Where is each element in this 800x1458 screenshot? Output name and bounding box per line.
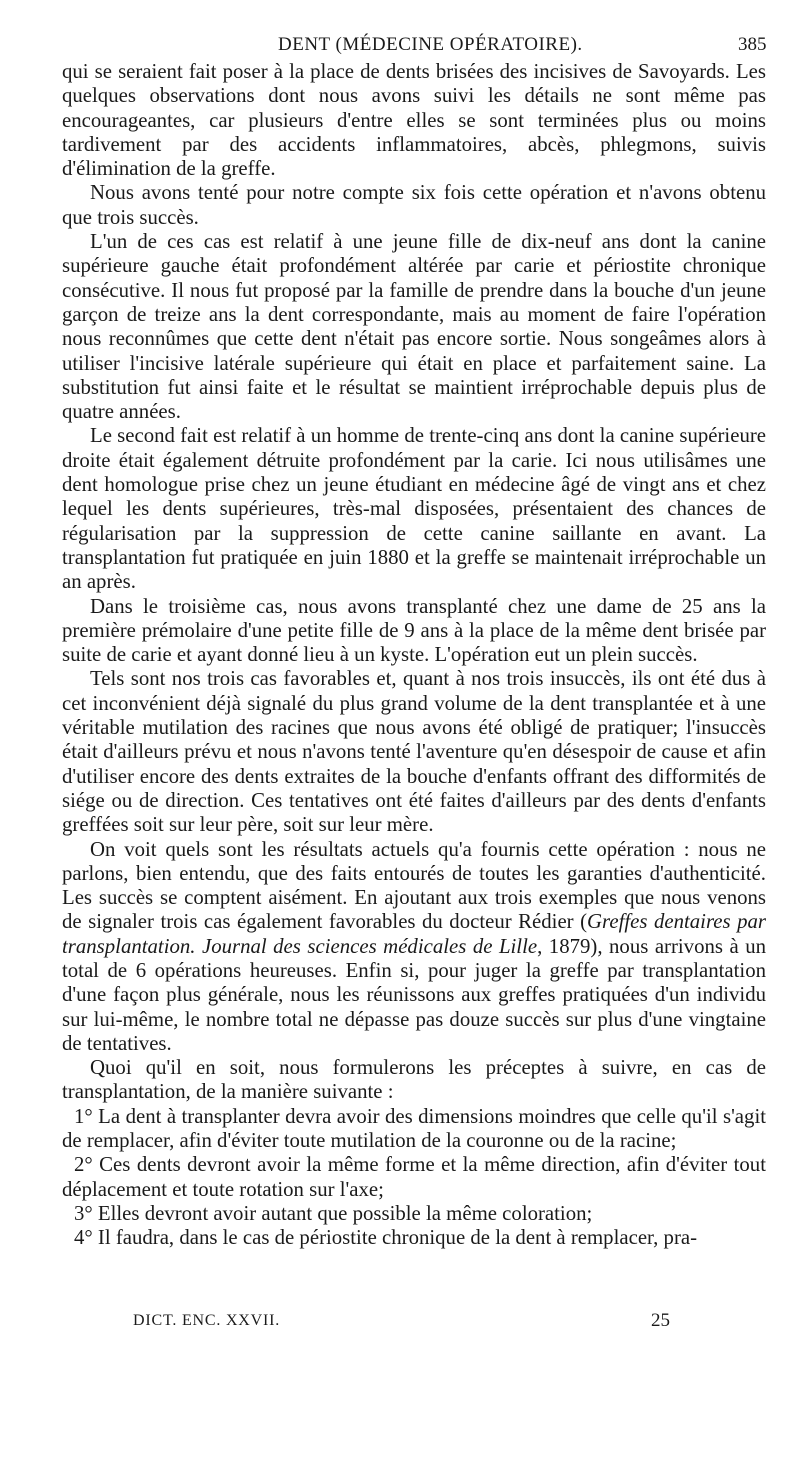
paragraph-text: Dans le troisième cas, nous avons transplanté chez une dame de 25 ans la première prémolaire d'une petite fille de 9 ans à la place de la même dent brisée par suite de carie et ayant donné lieu à un kyste. L'opération eut un plein succès. [62, 594, 766, 667]
page-header [0, 26, 800, 56]
paragraph-text: Nous avons tenté pour notre compte six fois cette opération et n'avons obtenu que trois succès. [62, 181, 766, 229]
paragraph-text: Tels sont nos trois cas favorables et, quant à nos trois insuccès, ils ont été dus à cet inconvénient déjà signalé du plus grand volume de la dent transplantée et à une véritable mutilation des racines que nous avons été obligé de pratiquer; l'insuccès était d'ailleurs prévu et nous n'avons tenté l'aventure qu'en désespoir de cause et afin d'utiliser encore des dents extraites de la bouche d'enfants offrant des difformités de siége ou de direction. Ces tentatives ont été faites d'ailleurs par des dents d'enfants greffées soit sur leur père, soit sur leur mère. [62, 667, 766, 837]
paragraph-5 [62, 595, 766, 668]
precept-text: 4° Il faudra, dans le cas de périostite chronique de la dent à remplacer, pra- [74, 1226, 698, 1250]
running-head: DENT (MÉDECINE OPÉRATOIRE). [278, 34, 583, 55]
paragraph-text: qui se seraient fait poser à la place de dents brisées des incisives de Savoyards. Les quelques observations dont nous avons suivi les détails ne sont même pas encourageantes, car plusieurs d'entre elles se sont terminées plus ou moins tardivement par des accidents inflammatoires, abcès, phlegmons, suivis d'élimination de la greffe. [62, 60, 766, 181]
paragraph-4 [62, 424, 766, 594]
page-footer [0, 1308, 800, 1338]
body-text [62, 60, 766, 1251]
precept-4 [62, 1226, 766, 1250]
sheet-number: 25 [651, 1310, 670, 1331]
paragraph-3 [62, 230, 766, 424]
citation-title: Greffes dentaires par transplantation. Journal des sciences médicales de Lille [62, 910, 766, 958]
paragraph-1 [62, 60, 766, 181]
precept-3 [62, 1202, 766, 1226]
precept-2 [62, 1153, 766, 1202]
paragraph-8 [62, 1056, 766, 1105]
paragraph-text: Quoi qu'il en soit, nous formulerons les préceptes à suivre, en cas de transplantation, de la manière suivante : [62, 1056, 766, 1104]
precept-1 [62, 1105, 766, 1154]
precept-text: 3° Elles devront avoir autant que possible la même coloration; [74, 1201, 593, 1225]
paragraph-7 [62, 838, 766, 1057]
paragraph-text: Le second fait est relatif à un homme de trente-cinq ans dont la canine supérieure droite était également détruite profondément par la carie. Ici nous utilisâmes une dent homologue prise chez un jeune étudiant en médecine âgé de vingt ans et chez lequel les dents supérieures, très-mal disposées, présentaient des chances de régularisation par la suppression de cette canine saillante en avant. La transplantation fut pratiquée en juin 1880 et la greffe se maintenait irréprochable un an après. [62, 424, 766, 594]
paragraph-2 [62, 181, 766, 230]
volume-signature: DICT. ENC. XXVII. [133, 1312, 281, 1329]
paragraph-text-tail: , 1879), nous arrivons à un total de 6 opérations heureuses. Enfin si, pour juger la greffe par transplantation d'une façon plus générale, nous les réunissons aux greffes pratiquées d'un individu sur lui-même, le nombre total ne dépasse pas douze succès sur plus d'une vingtaine de tentatives. [62, 934, 767, 1055]
paragraph-6 [62, 667, 766, 837]
page-number: 385 [738, 34, 767, 55]
paragraph-text: On voit quels sont les résultats actuels qu'a fournis cette opération : nous ne parlons, bien entendu, que des faits entourés de toutes les garanties d'authenticité. Les succès se comptent aisément. En ajoutant aux trois exemples que nous venons de signaler trois cas également favorables du docteur Rédier ( [62, 837, 766, 934]
precept-text: 1° La dent à transplanter devra avoir des dimensions moindres que celle qu'il s'agit de remplacer, afin d'éviter toute mutilation de la couronne ou de la racine; [62, 1104, 766, 1153]
precept-text: 2° Ces dents devront avoir la même forme et la même direction, afin d'éviter tout déplacement et toute rotation sur l'axe; [62, 1153, 766, 1201]
paragraph-text: L'un de ces cas est relatif à une jeune fille de dix-neuf ans dont la canine supérieure gauche était profondément altérée par carie et périostite chronique consécutive. Il nous fut proposé par la famille de prendre dans la bouche d'un jeune garçon de treize ans la dent correspondante, mais au moment de faire l'opération nous reconnûmes que cette dent n'était pas encore sortie. Nous songeâmes alors à utiliser l'incisive latérale supérieure qui était en place et parfaitement saine. La substitution fut ainsi faite et le résultat se maintient irréprochable depuis plus de quatre années. [62, 230, 766, 424]
